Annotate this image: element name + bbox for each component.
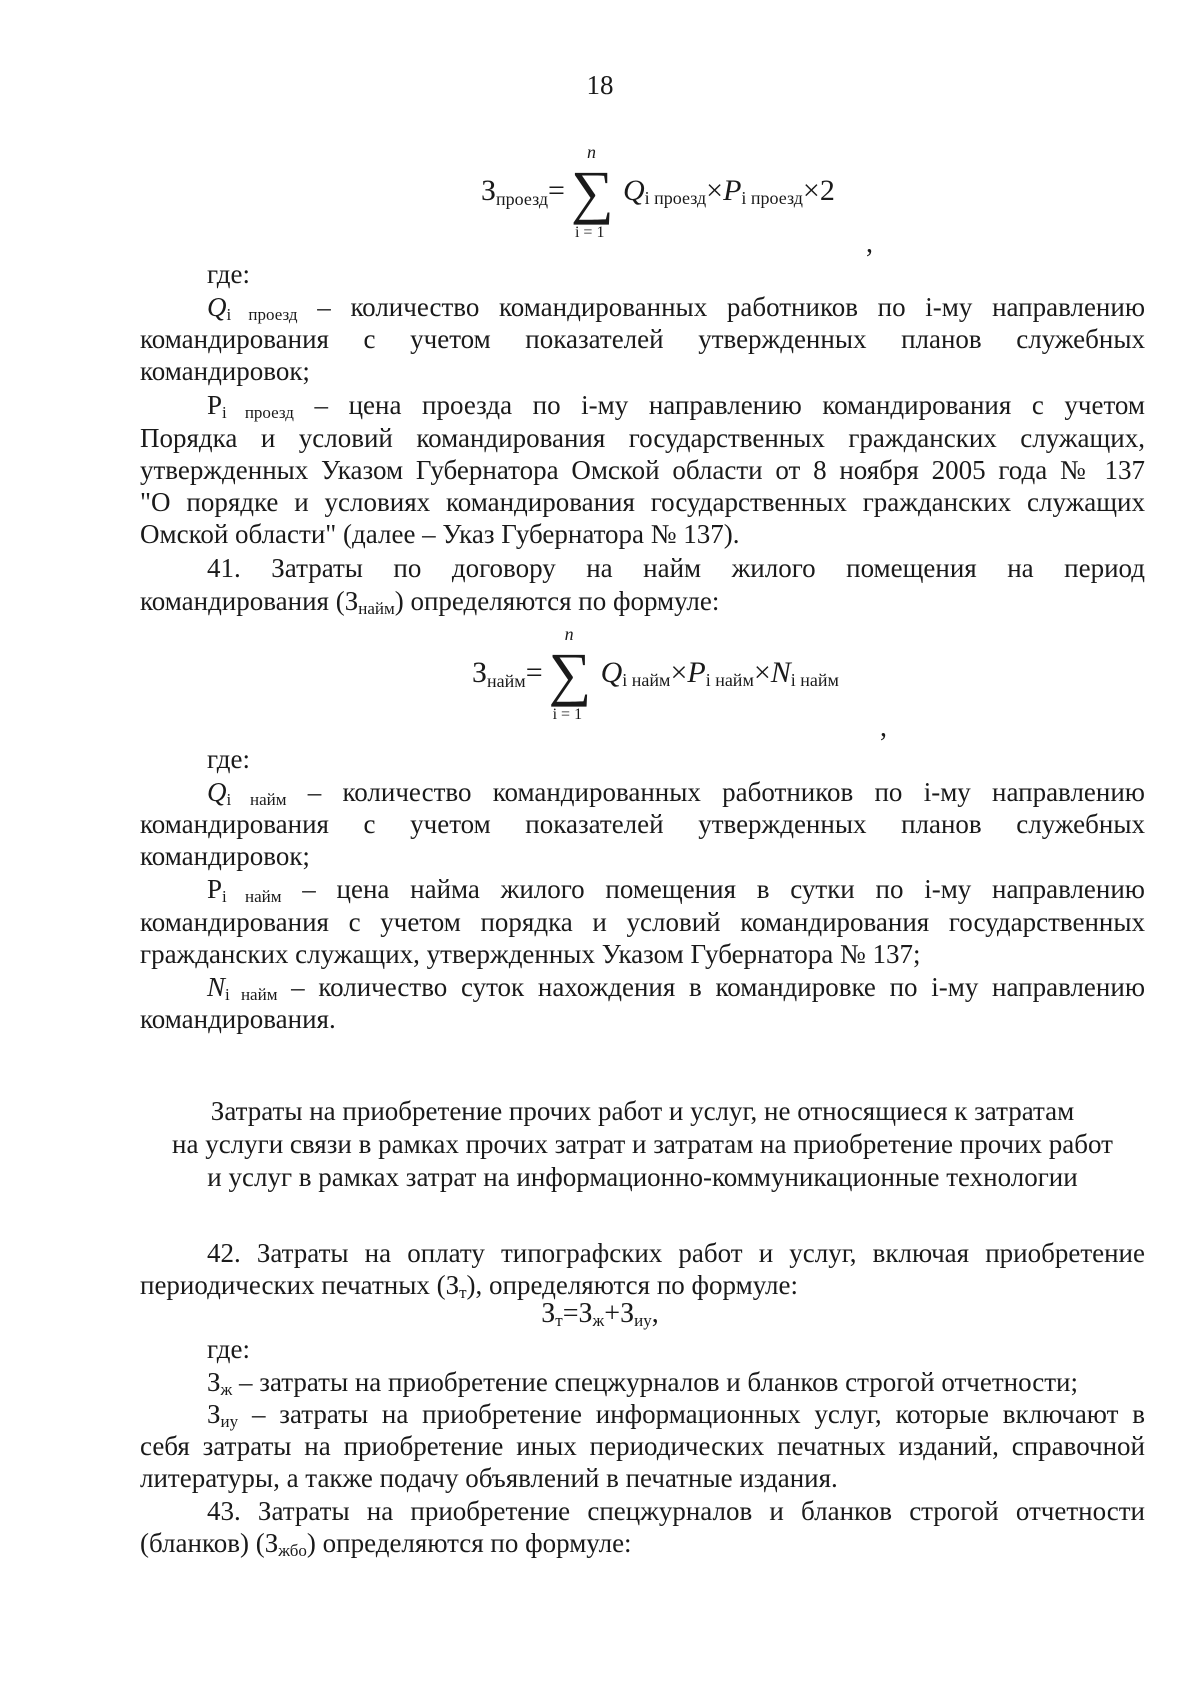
text-line: Порядка и условий командирования государственных гражданских служащих, [140, 423, 1145, 453]
p-symbol: P [687, 655, 706, 689]
item-42: 42. Затраты на оплату типографских работ и услуг, включая приобретение [207, 1238, 1145, 1268]
q-symbol: Q [600, 655, 623, 689]
text-line: командирования с учетом показателей утвержденных планов служебных [140, 809, 1145, 839]
definition-zh: Зж – затраты на приобретение спецжурналов и бланков строгой отчетности; [207, 1367, 1079, 1399]
formula-lhs: $З_{найм}$ [472, 655, 526, 691]
text-line: (бланков) (Зжбо) определяются по формуле: [140, 1528, 632, 1560]
item-41: 41. Затраты по договору на найм жилого помещения на период [207, 553, 1145, 583]
formula-typography: Зт=Зж+Зиу, [541, 1298, 659, 1330]
text-line: Омской области" (далее – Указ Губернатора № 137). [140, 519, 740, 549]
definition-p-naim: Pi найм – цена найма жилого помещения в сутки по i-му направлению [207, 874, 1145, 906]
text-line: командирования (Знайм) определяются по формуле: [140, 586, 720, 618]
section-heading-line: на услуги связи в рамках прочих затрат и затратам на приобретение прочих работ [172, 1129, 1113, 1159]
text-line: командирования. [140, 1004, 336, 1034]
definition-n-naim: Ni найм – количество суток нахождения в командировке по i-му направлению [207, 972, 1145, 1004]
equals-sign: = [525, 655, 543, 689]
text-line: периодических печатных (Зт), определяются по формуле: [140, 1270, 798, 1302]
text-line: гражданских служащих, утвержденных Указом Губернатора № 137; [140, 939, 921, 969]
definition-q-proezd: Qi проезд – количество командированных работников по i-му направлению [207, 292, 1145, 324]
where-label: где: [207, 1334, 250, 1364]
page-number: 18 [586, 70, 614, 100]
formula-comma: , [880, 712, 887, 743]
text-line: утвержденных Указом Губернатора Омской области от 8 ноября 2005 года № 137 [140, 455, 1145, 485]
q-symbol: Q [622, 173, 645, 207]
formula-comma: , [866, 228, 873, 259]
text-line: командировок; [140, 841, 310, 871]
definition-q-naim: Qi найм – количество командированных работников по i-му направлению [207, 777, 1145, 809]
text-line: командирования с учетом показателей утвержденных планов служебных [140, 324, 1145, 354]
formula-lhs: $З_{проезд}$ [481, 173, 549, 209]
where-label: где: [207, 259, 250, 289]
formula-proezd: $З_{проезд}=$ ∑ n i = 1 Qi проезд×Pi проезд×2 [481, 142, 835, 241]
text-line: "О порядке и условиях командирования государственных гражданских служащих [140, 487, 1145, 517]
text-line: командирования с учетом порядка и условий командирования государственных [140, 907, 1145, 937]
where-label: где: [207, 744, 250, 774]
section-heading-line: Затраты на приобретение прочих работ и услуг, не относящиеся к затратам [210, 1096, 1075, 1126]
section-heading-line: и услуг в рамках затрат на информационно-коммуникационные технологии [207, 1162, 1078, 1192]
formula-naim: $З_{найм}=$ ∑ n i = 1 Qi найм×Pi найм×Ni найм [472, 624, 839, 723]
definition-p-proezd: Pi проезд – цена проезда по i-му направлению командирования с учетом [207, 390, 1145, 422]
text-line: себя затраты на приобретение иных периодических печатных изданий, справочной [140, 1431, 1145, 1461]
equals-sign: = [548, 173, 565, 207]
item-43: 43. Затраты на приобретение спецжурналов и бланков строгой отчетности [207, 1496, 1145, 1526]
text-line: литературы, а также подачу объявлений в печатные издания. [140, 1463, 838, 1493]
sum-sigma: ∑ n i = 1 [570, 142, 614, 241]
sum-sigma: ∑ n i = 1 [548, 624, 592, 723]
p-symbol: P [723, 173, 742, 207]
text-line: командировок; [140, 356, 310, 386]
n-symbol: N [770, 655, 791, 689]
definition-iu: Зиу – затраты на приобретение информационных услуг, которые включают в [207, 1399, 1145, 1431]
